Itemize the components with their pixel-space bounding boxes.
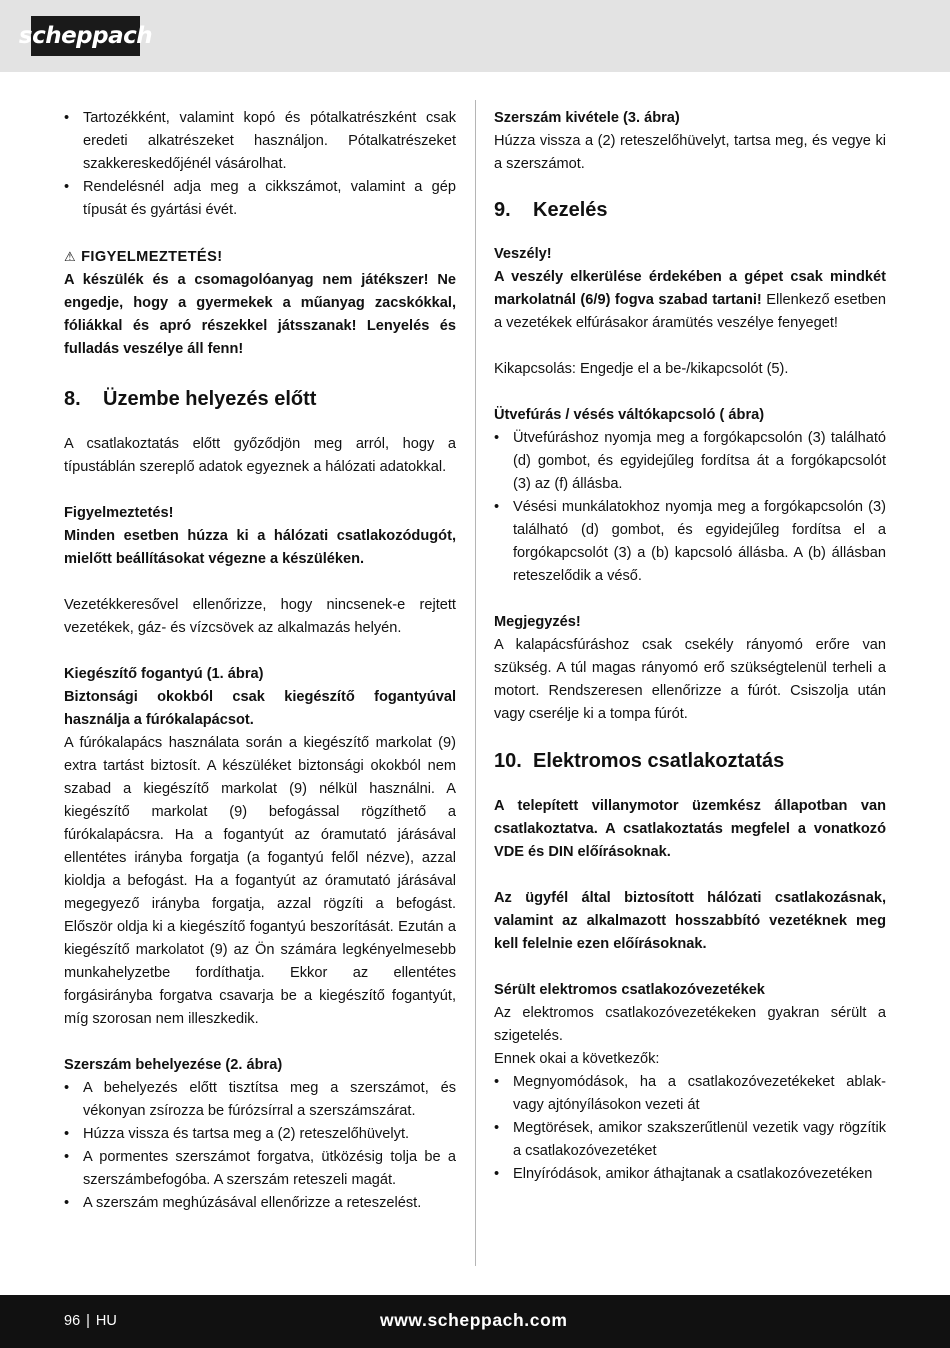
language-code: HU	[95, 1313, 117, 1329]
damage-bullet-list	[494, 1071, 886, 1186]
danger-text: Ellenkező esetben a vezetékek elfúrásakor áramütés veszélye fenyeget!	[494, 292, 886, 331]
connection-bold-text-1: A telepített villanymotor üzemkész állapotban van csatlakoztatva. A csatlakoztatás megfelel a vonatkozó VDE és DIN előírásoknak.	[494, 798, 886, 860]
website-link[interactable]: www.scheppach.com	[380, 1310, 568, 1330]
list-item: • Megnyomódások, ha a csatlakozóvezetékeket ablak- vagy ajtónyílásokon vezeti át	[494, 1071, 886, 1117]
section-number: 9.	[494, 199, 511, 221]
damaged-cables-causes: Ennek okai a következők:	[494, 1051, 660, 1067]
list-item: • A pormentes szerszámot forgatva, ütközésig tolja be a szerszámbefogóba. A szerszám reteszeli magát.	[64, 1146, 456, 1192]
list-item: • Tartozékként, valamint kopó és pótalkatrészként csak eredeti alkatrészeket használjon. Pótalkatrészeket szakkereskedőjénél vásárolhat.	[64, 107, 456, 176]
list-item: • Rendelésnél adja meg a cikkszámot, valamint a gép típusát és gyártási évét.	[64, 176, 456, 222]
page-number: 96	[64, 1313, 81, 1329]
list-item: • Elnyíródások, amikor áthajtanak a csatlakozóvezetéken	[494, 1163, 886, 1186]
logo-text: scheppach	[18, 23, 153, 49]
insert-title: Szerszám behelyezése (2. ábra)	[64, 1057, 283, 1073]
page-label	[64, 1311, 117, 1331]
warning-title: FIGYELMEZTETÉS!	[81, 249, 223, 265]
section-title: Kezelés	[533, 199, 608, 221]
warning-heading	[64, 245, 456, 269]
list-item: • Vésési munkálatokhoz nyomja meg a forgókapcsolón (3) található (d) gombot, és egyidejűleg fordítsa el a forgókapcsolót (3) a (b) kapcsoló állásba. A (b) állásban reteszelődik a véső.	[494, 496, 886, 588]
connection-bold-text-2: Az ügyfél által biztosított hálózati csatlakozásnak, valamint az alkalmazott hosszabbító vezetéknek meg kell felelnie ezen előírásoknak.	[494, 890, 886, 952]
right-column	[494, 107, 886, 1186]
scheppach-logo	[18, 16, 153, 56]
section-title: Üzembe helyezés előtt	[103, 388, 317, 410]
page-header	[0, 0, 950, 72]
danger-paragraph	[494, 266, 886, 335]
section-10-heading	[494, 744, 886, 778]
intro-bullet-list	[64, 107, 456, 222]
column-divider	[475, 100, 476, 1266]
list-item: • A szerszám meghúzásával ellenőrizze a reteszelést.	[64, 1192, 456, 1215]
section-number: 10.	[494, 750, 522, 772]
caution-text: Minden esetben húzza ki a hálózati csatlakozódugót, mielőtt beállításokat végezne a készüléken.	[64, 528, 456, 567]
list-item: • Húzza vissza és tartsa meg a (2) reteszelőhüvelyt.	[64, 1123, 456, 1146]
mode-switch-title: Ütvefúrás / vésés váltókapcsoló ( ábra)	[494, 407, 765, 423]
section-8-heading	[64, 382, 456, 416]
switch-off-text: Kikapcsolás: Engedje el a be-/kikapcsolót (5).	[494, 361, 789, 377]
removal-title: Szerszám kivétele (3. ábra)	[494, 110, 680, 126]
section-9-heading	[494, 193, 886, 227]
section-title: Elektromos csatlakoztatás	[533, 750, 785, 772]
handle-bold-text: Biztonsági okokból csak kiegészítő fogantyúval használja a fúrókalapácsot.	[64, 689, 456, 728]
damaged-cables-title: Sérült elektromos csatlakozóvezetékek	[494, 982, 765, 998]
separator: |	[86, 1313, 90, 1329]
warning-text: A készülék és a csomagolóanyag nem játékszer! Ne engedje, hogy a gyermekek a műanyag zacskókkal, fóliákkal és apró részekkel játsszanak! Lenyelés és fulladás veszélye áll fenn!	[64, 272, 456, 357]
list-item: • A behelyezés előtt tisztítsa meg a szerszámot, és vékonyan zsírozza be fúrózsírral a szerszámszárat.	[64, 1077, 456, 1123]
caution-title: Figyelmeztetés!	[64, 505, 174, 521]
page-footer	[0, 1295, 950, 1348]
list-item: • Ütvefúráshoz nyomja meg a forgókapcsolón (3) található (d) gombot, és egyidejűleg fordítsa át a forgókapcsolót (3) az (f) állásba.	[494, 427, 886, 496]
removal-text: Húzza vissza a (2) reteszelőhüvelyt, tartsa meg, és vegye ki a szerszámot.	[494, 133, 886, 172]
handle-title: Kiegészítő fogantyú (1. ábra)	[64, 666, 264, 682]
section-8-intro: A csatlakoztatás előtt győződjön meg arról, hogy a típustáblán szereplő adatok egyeznek a hálózati adatokkal.	[64, 436, 456, 475]
left-column	[64, 107, 456, 1215]
warning-triangle-icon: ⚠	[64, 249, 77, 264]
danger-title: Veszély!	[494, 246, 552, 262]
danger-bold-text: A veszély elkerülése érdekében a gépet csak mindkét markolatnál (6/9) fogva szabad tartani!	[494, 269, 886, 308]
damaged-cables-text: Az elektromos csatlakozóvezetékeken gyakran sérült a szigetelés.	[494, 1005, 886, 1044]
note-text: A kalapácsfúráshoz csak csekély rányomó erőre van szükség. A túl magas rányomó erő szükségtelenül terheli a motort. Rendszeresen ellenőrizze a fúrót. Csiszolja után vagy cserélje ki a tompa fúrót.	[494, 637, 886, 722]
detector-text: Vezetékkeresővel ellenőrizze, hogy nincsenek-e rejtett vezetékek, gáz- és vízcsövek az alkalmazás helyén.	[64, 597, 456, 636]
note-title: Megjegyzés!	[494, 614, 581, 630]
insert-bullet-list	[64, 1077, 456, 1215]
section-number: 8.	[64, 388, 81, 410]
list-item: • Megtörések, amikor szakszerűtlenül vezetik vagy rögzítik a csatlakozóvezetéket	[494, 1117, 886, 1163]
mode-bullet-list	[494, 427, 886, 588]
handle-text: A fúrókalapács használata során a kiegészítő markolat (9) extra tartást biztosít. A készüléket biztonsági okokból nem szabad a kiegészítő markolat (9) nélkül használni. A kiegészítő markolat (9) befogással rögzíthető a fúrókalapácsra. Ha a fogantyút az óramutató járásával ellentétes irányba forgatja (a fogantyú felől nézve), azzal kioldja a befogást. Ha a fogantyút az óramutató járásával megegyező irányba forgatja, azzal rögzíti a befogást. Először oldja ki a kiegészítő fogantyú beszorítását. Ezután a kiegészítő markolatot (9) az Ön számára legkényelmesebb munkahelyzetbe fordíthatja. Ekkor az ellentétes forgásirányba forgatva csavarja be a kiegészítő fogantyút, míg szorosan nem illeszkedik.	[64, 735, 456, 1027]
